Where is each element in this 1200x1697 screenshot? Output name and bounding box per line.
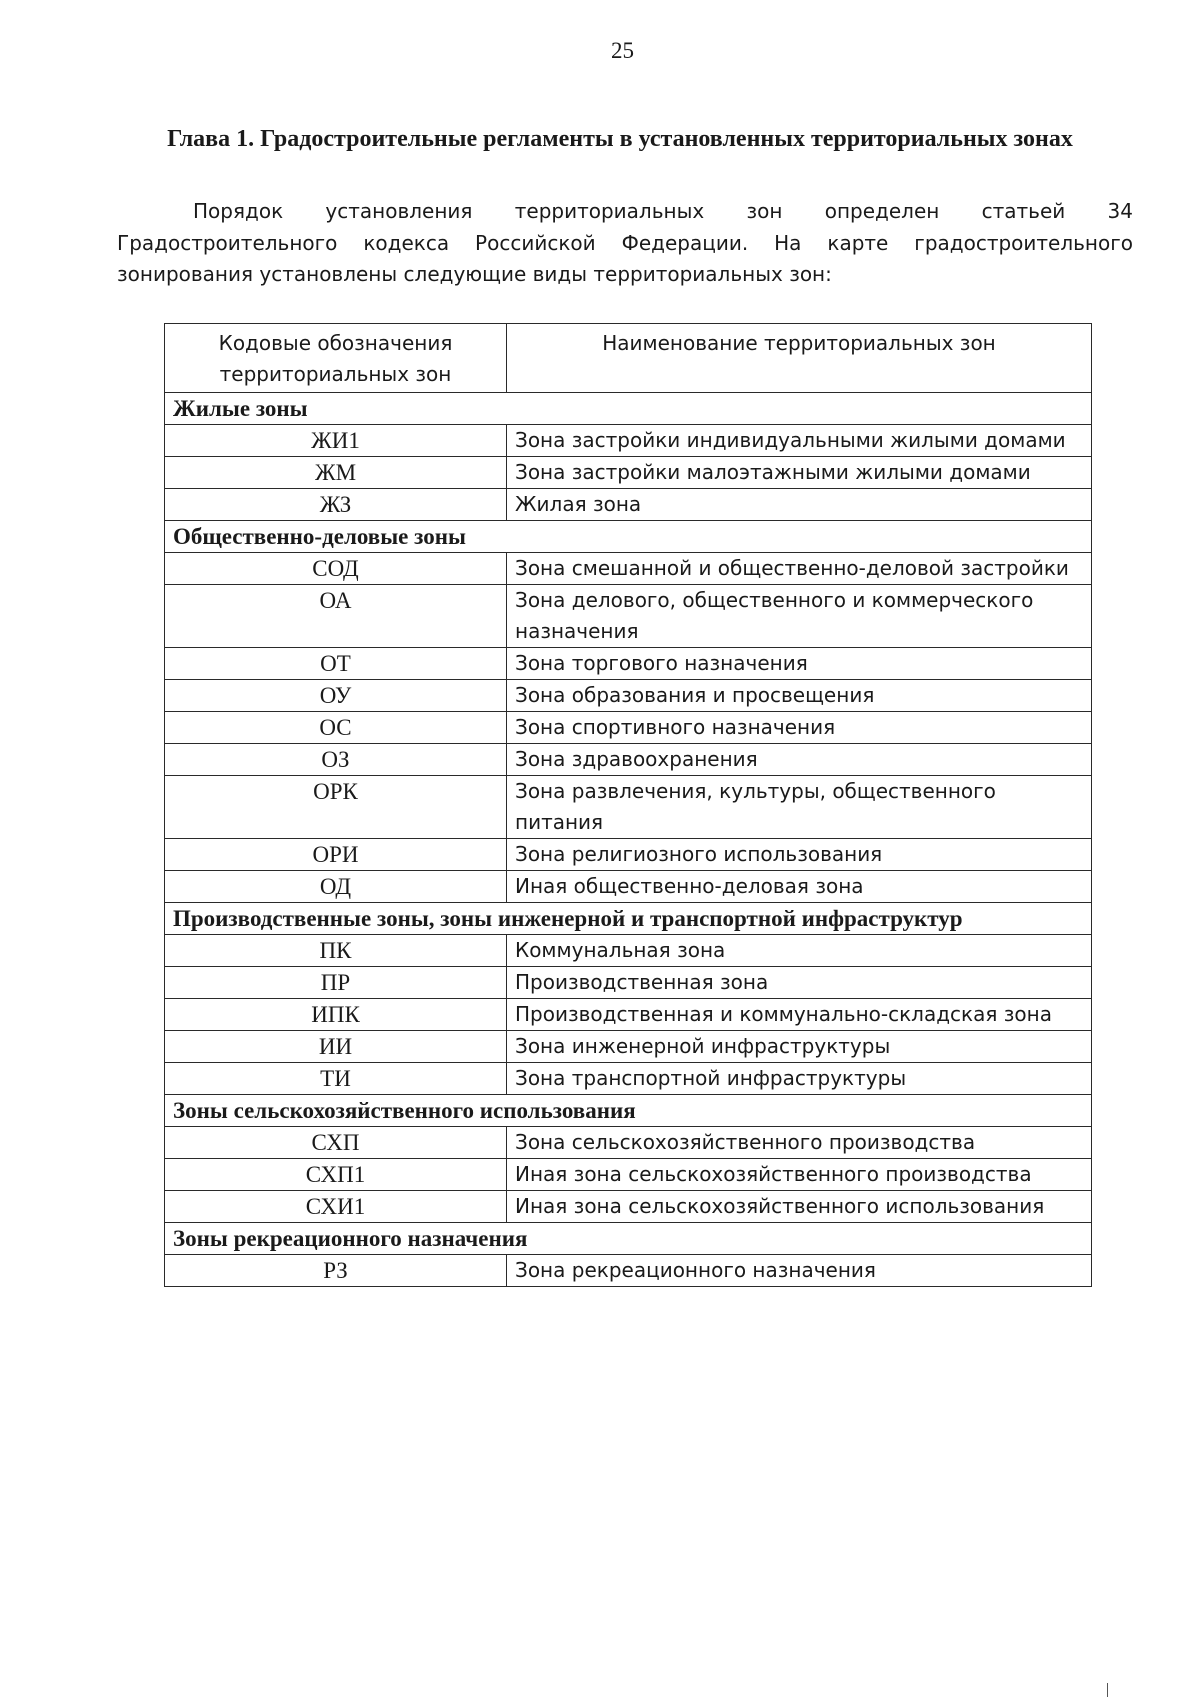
page-number: 25 xyxy=(611,38,634,63)
scan-artifact xyxy=(1107,1683,1108,1697)
zone-code: РЗ xyxy=(165,1255,507,1287)
group-row xyxy=(165,903,1092,935)
zone-name: Зона застройки малоэтажными жилыми домами xyxy=(507,457,1092,489)
group-title: Зоны сельскохозяйственного использования xyxy=(165,1095,1092,1127)
zone-code: ПК xyxy=(165,935,507,967)
zone-name: Иная зона сельскохозяйственного использования xyxy=(507,1191,1092,1223)
zone-code: ОА xyxy=(165,585,507,648)
zone-name: Зона делового, общественного и коммерческого назначения xyxy=(507,585,1092,648)
zone-code: ЖИ1 xyxy=(165,425,507,457)
zone-name: Зона развлечения, культуры, общественного питания xyxy=(507,776,1092,839)
zone-code: ОУ xyxy=(165,680,507,712)
table-header-row xyxy=(165,324,1092,393)
zone-code: СХП xyxy=(165,1127,507,1159)
group-row xyxy=(165,1095,1092,1127)
zone-code: СХИ1 xyxy=(165,1191,507,1223)
table-row xyxy=(165,1159,1092,1191)
table-row xyxy=(165,680,1092,712)
zone-code: ЖМ xyxy=(165,457,507,489)
zone-name: Иная общественно-деловая зона xyxy=(507,871,1092,903)
group-title: Зоны рекреационного назначения xyxy=(165,1223,1092,1255)
zone-name: Зона торгового назначения xyxy=(507,648,1092,680)
zone-name: Зона здравоохранения xyxy=(507,744,1092,776)
table-row xyxy=(165,1191,1092,1223)
zone-name: Зона транспортной инфраструктуры xyxy=(507,1063,1092,1095)
chapter-title: Глава 1. Градостроительные регламенты в установленных территориальных зонах xyxy=(167,126,1073,152)
zone-name: Зона религиозного использования xyxy=(507,839,1092,871)
zone-name: Зона сельскохозяйственного производства xyxy=(507,1127,1092,1159)
table-row xyxy=(165,425,1092,457)
table-row xyxy=(165,457,1092,489)
group-row xyxy=(165,393,1092,425)
group-row xyxy=(165,1223,1092,1255)
zone-name: Зона рекреационного назначения xyxy=(507,1255,1092,1287)
zone-name: Зона инженерной инфраструктуры xyxy=(507,1031,1092,1063)
table-row xyxy=(165,776,1092,839)
table-row xyxy=(165,1255,1092,1287)
table-row xyxy=(165,744,1092,776)
zone-name: Жилая зона xyxy=(507,489,1092,521)
zone-code: ОРК xyxy=(165,776,507,839)
zone-code: СХП1 xyxy=(165,1159,507,1191)
table-row xyxy=(165,1063,1092,1095)
zone-code: ОС xyxy=(165,712,507,744)
zone-code: ПР xyxy=(165,967,507,999)
table-row xyxy=(165,839,1092,871)
zone-name: Производственная зона xyxy=(507,967,1092,999)
table-row xyxy=(165,871,1092,903)
zone-code: СОД xyxy=(165,553,507,585)
header-name: Наименование территориальных зон xyxy=(507,324,1092,393)
intro-paragraph: Порядок установления территориальных зон определен статьей 34 Градостроительного кодекса Российской Федерации. На карте градостроительного зонирования установлены следующие виды территориальных зон: xyxy=(117,199,1133,286)
zone-code: ОД xyxy=(165,871,507,903)
table-row xyxy=(165,1031,1092,1063)
table-row xyxy=(165,935,1092,967)
zone-code: ОРИ xyxy=(165,839,507,871)
zone-code: ОЗ xyxy=(165,744,507,776)
zone-name: Зона застройки индивидуальными жилыми домами xyxy=(507,425,1092,457)
header-code: Кодовые обозначения территориальных зон xyxy=(165,324,507,393)
zone-name: Зона смешанной и общественно-деловой застройки xyxy=(507,553,1092,585)
table-row xyxy=(165,967,1092,999)
table-row xyxy=(165,553,1092,585)
group-row xyxy=(165,521,1092,553)
table-row xyxy=(165,712,1092,744)
zone-name: Коммунальная зона xyxy=(507,935,1092,967)
zone-code: ИИ xyxy=(165,1031,507,1063)
group-title: Общественно-деловые зоны xyxy=(165,521,1092,553)
zone-name: Зона спортивного назначения xyxy=(507,712,1092,744)
zone-code: ИПК xyxy=(165,999,507,1031)
zone-code: ОТ xyxy=(165,648,507,680)
zone-name: Производственная и коммунально-складская зона xyxy=(507,999,1092,1031)
zone-name: Иная зона сельскохозяйственного производства xyxy=(507,1159,1092,1191)
table-row xyxy=(165,585,1092,648)
group-title: Производственные зоны, зоны инженерной и транспортной инфраструктур xyxy=(165,903,1092,935)
table-row xyxy=(165,489,1092,521)
zone-code: ТИ xyxy=(165,1063,507,1095)
zones-table xyxy=(164,323,1092,1287)
table-row xyxy=(165,648,1092,680)
zone-name: Зона образования и просвещения xyxy=(507,680,1092,712)
table-row xyxy=(165,999,1092,1031)
zones-table-body xyxy=(165,393,1092,1287)
table-row xyxy=(165,1127,1092,1159)
zone-code: ЖЗ xyxy=(165,489,507,521)
group-title: Жилые зоны xyxy=(165,393,1092,425)
